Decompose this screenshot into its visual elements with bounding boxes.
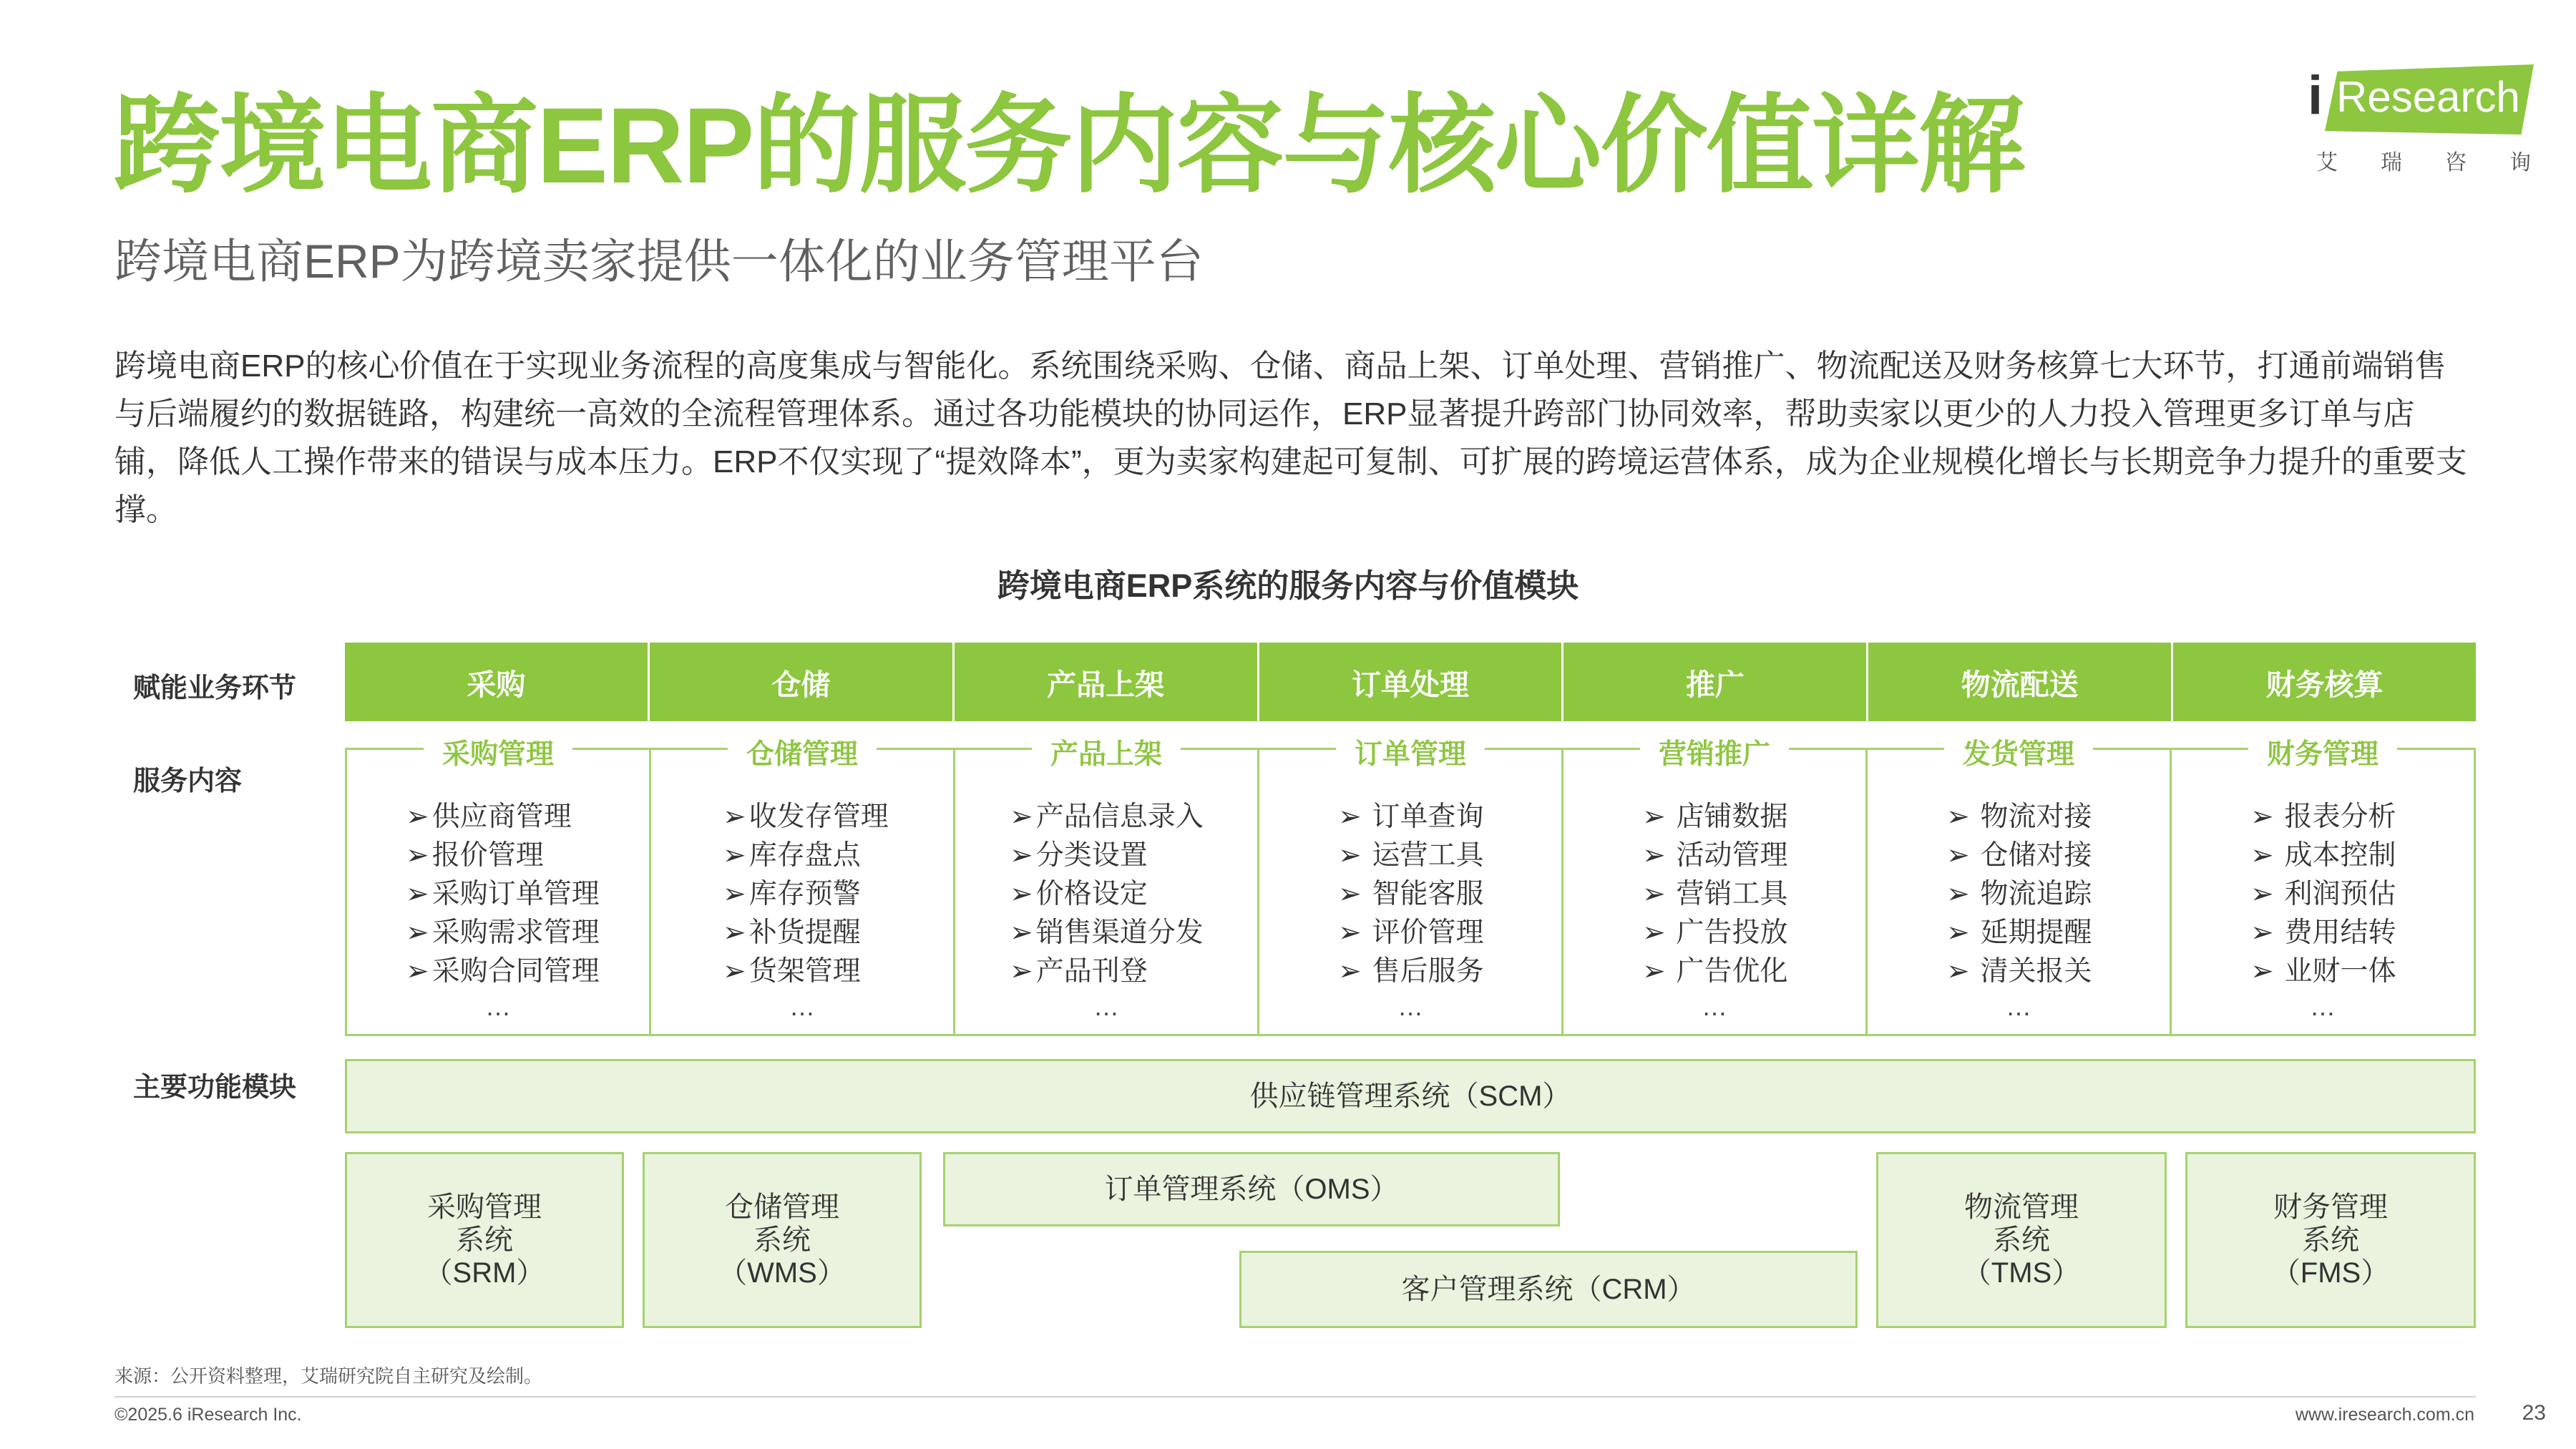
service-column-head: 订单管理 xyxy=(1336,732,1485,772)
service-column-head: 营销推广 xyxy=(1640,732,1789,772)
arrow-bullet-icon: ➢ xyxy=(1338,879,1370,909)
service-item-list xyxy=(347,798,649,991)
arrow-bullet-icon: ➢ xyxy=(1642,840,1674,871)
service-item-text: 物流对接 xyxy=(1980,801,2092,832)
module-crm: 客户管理系统（CRM） xyxy=(1239,1251,1858,1328)
logo-text: Research xyxy=(2336,73,2520,121)
service-item xyxy=(723,952,953,991)
service-item xyxy=(1946,836,2170,875)
service-item-list xyxy=(1868,798,2170,991)
arrow-bullet-icon: ➢ xyxy=(723,879,746,909)
service-item-text: 评价管理 xyxy=(1372,917,1484,948)
logo-sub-char: 瑞 xyxy=(2381,151,2402,175)
arrow-bullet-icon: ➢ xyxy=(406,956,429,987)
service-column xyxy=(2172,739,2476,1036)
service-item xyxy=(1338,952,1561,991)
arrow-bullet-icon: ➢ xyxy=(723,801,746,832)
service-item-text: 库存预警 xyxy=(748,879,861,909)
service-item xyxy=(1642,875,1865,914)
service-item xyxy=(406,914,649,952)
service-column xyxy=(955,739,1259,1036)
service-item-text: 产品信息录入 xyxy=(1035,801,1204,832)
arrow-bullet-icon: ➢ xyxy=(406,879,429,909)
copyright: ©2025.6 iResearch Inc. xyxy=(114,1405,302,1425)
arrow-bullet-icon: ➢ xyxy=(406,801,429,832)
service-item-text: 成本控制 xyxy=(2284,840,2396,871)
arrow-bullet-icon: ➢ xyxy=(1338,917,1370,948)
service-item xyxy=(1010,798,1257,836)
service-item-list xyxy=(651,798,953,991)
arrow-bullet-icon: ➢ xyxy=(2250,801,2282,832)
service-more-ellipsis: … xyxy=(789,992,815,1021)
stage-cell: 产品上架 xyxy=(955,643,1259,721)
service-item xyxy=(1642,914,1865,952)
service-item-text: 供应商管理 xyxy=(431,801,572,832)
stage-cell: 采购 xyxy=(345,643,650,721)
arrow-bullet-icon: ➢ xyxy=(1010,840,1033,871)
service-item-list xyxy=(1563,798,1865,991)
service-more-ellipsis: … xyxy=(2310,992,2336,1021)
stage-cell: 推广 xyxy=(1563,643,1868,721)
module-fms xyxy=(2185,1152,2476,1328)
arrow-bullet-icon: ➢ xyxy=(1642,801,1674,832)
page-number: 23 xyxy=(2522,1401,2546,1425)
module-srm xyxy=(345,1152,624,1328)
arrow-bullet-icon: ➢ xyxy=(1946,879,1978,909)
service-column xyxy=(651,739,955,1036)
module-tms xyxy=(1876,1152,2167,1328)
service-item xyxy=(406,836,649,875)
logo-subtitle xyxy=(2316,145,2531,176)
row-label-stages: 赋能业务环节 xyxy=(133,673,297,703)
row-label-modules: 主要功能模块 xyxy=(133,1073,297,1103)
service-item xyxy=(406,798,649,836)
footer-divider xyxy=(114,1396,2476,1397)
service-item-text: 销售渠道分发 xyxy=(1035,917,1204,948)
stage-cell: 订单处理 xyxy=(1259,643,1564,721)
service-item-text: 采购订单管理 xyxy=(431,879,600,909)
service-item xyxy=(2250,952,2474,991)
arrow-bullet-icon: ➢ xyxy=(1338,956,1370,987)
diagram-title: 跨境电商ERP系统的服务内容与价值模块 xyxy=(997,567,1579,604)
service-item-text: 库存盘点 xyxy=(748,840,861,871)
body-paragraph: 跨境电商ERP的核心价值在于实现业务流程的高度集成与智能化。系统围绕采购、仓储、商品上架、订单处理、营销推广、物流配送及财务核算七大环节，打通前端销售与后端履约的数据链路，构建统一高效的全流程管理体系。通过各功能模块的协同运作，ERP显著提升跨部门协同效率，帮助卖家以更少的人力投入管理更多订单与店铺，降低人工操作带来的错误与成本压力。ERP不仅实现了“提效降本”，更为卖家构建起可复制、可扩展的跨境运营体系，成为企业规模化增长与长期竞争力提升的重要支撑。 xyxy=(114,348,2467,527)
module-oms: 订单管理系统（OMS） xyxy=(943,1152,1560,1226)
service-item-text: 货架管理 xyxy=(748,956,861,987)
arrow-bullet-icon: ➢ xyxy=(723,917,746,948)
service-more-ellipsis: … xyxy=(485,992,511,1021)
arrow-bullet-icon: ➢ xyxy=(1946,917,1978,948)
service-item xyxy=(406,875,649,914)
service-item-text: 产品刊登 xyxy=(1035,956,1148,987)
website-link: www.iresearch.com.cn xyxy=(2295,1405,2474,1425)
service-item xyxy=(2250,798,2474,836)
module-wms-line3: （WMS） xyxy=(718,1257,846,1289)
stage-cell: 财务核算 xyxy=(2265,668,2384,701)
arrow-bullet-icon: ➢ xyxy=(1010,917,1033,948)
service-item-text: 运营工具 xyxy=(1372,840,1484,871)
arrow-bullet-icon: ➢ xyxy=(406,840,429,871)
logo-sub-char: 询 xyxy=(2509,151,2531,175)
logo-sub-char: 咨 xyxy=(2445,151,2467,175)
service-item xyxy=(723,798,953,836)
service-item-text: 报价管理 xyxy=(431,840,544,871)
service-item xyxy=(406,952,649,991)
service-item-text: 收发存管理 xyxy=(748,801,889,832)
row-label-services: 服务内容 xyxy=(133,766,243,796)
arrow-bullet-icon: ➢ xyxy=(2250,956,2282,987)
service-more-ellipsis: … xyxy=(1702,992,1727,1021)
module-tms-line1: 物流管理 xyxy=(1964,1191,2079,1223)
module-wms-line2: 系统 xyxy=(753,1224,811,1256)
arrow-bullet-icon: ➢ xyxy=(2250,840,2282,871)
service-item-text: 活动管理 xyxy=(1676,840,1788,871)
service-item-text: 利润预估 xyxy=(2284,879,2396,909)
service-column-head: 产品上架 xyxy=(1032,732,1181,772)
service-item-text: 清关报关 xyxy=(1980,956,2092,987)
service-item xyxy=(1642,798,1865,836)
service-item xyxy=(1642,836,1865,875)
service-item-text: 仓储对接 xyxy=(1980,840,2092,871)
source-note: 来源：公开资料整理，艾瑞研究院自主研究及绘制。 xyxy=(114,1365,543,1387)
module-tms-line3: （TMS） xyxy=(1962,1257,2081,1289)
module-srm-line1: 采购管理 xyxy=(426,1191,542,1223)
arrow-bullet-icon: ➢ xyxy=(1338,840,1370,871)
service-item-text: 广告投放 xyxy=(1676,917,1788,948)
service-item-text: 广告优化 xyxy=(1676,956,1788,987)
service-item xyxy=(1010,875,1257,914)
arrow-bullet-icon: ➢ xyxy=(1010,956,1033,987)
service-item xyxy=(2250,914,2474,952)
service-column-head: 财务管理 xyxy=(2248,732,2397,772)
arrow-bullet-icon: ➢ xyxy=(2250,879,2282,909)
iresearch-logo xyxy=(2308,64,2537,175)
stage-bar xyxy=(345,643,2476,721)
service-item-text: 延期提醒 xyxy=(1980,917,2092,948)
service-column xyxy=(1563,739,1868,1036)
service-item xyxy=(1010,836,1257,875)
page-subtitle: 跨境电商ERP为跨境卖家提供一体化的业务管理平台 xyxy=(114,235,1204,288)
service-item xyxy=(1946,798,2170,836)
service-column xyxy=(345,739,651,1036)
service-item-text: 营销工具 xyxy=(1676,879,1788,909)
arrow-bullet-icon: ➢ xyxy=(1010,801,1033,832)
service-item-text: 智能客服 xyxy=(1372,879,1484,909)
arrow-bullet-icon: ➢ xyxy=(406,917,429,948)
service-column xyxy=(1259,739,1563,1036)
module-fms-line3: （FMS） xyxy=(2271,1257,2390,1289)
service-item xyxy=(1338,875,1561,914)
module-wms-line1: 仓储管理 xyxy=(724,1191,839,1223)
service-item-text: 店铺数据 xyxy=(1676,801,1788,832)
arrow-bullet-icon: ➢ xyxy=(1338,801,1370,832)
service-item-text: 价格设定 xyxy=(1035,879,1148,909)
service-item-text: 采购需求管理 xyxy=(431,917,600,948)
service-item xyxy=(723,875,953,914)
service-item xyxy=(723,914,953,952)
service-item-text: 业财一体 xyxy=(2284,956,2396,987)
service-item-list xyxy=(2172,798,2474,991)
service-item xyxy=(1946,914,2170,952)
service-item xyxy=(1010,914,1257,952)
module-scm: 供应链管理系统（SCM） xyxy=(345,1059,2476,1133)
service-item xyxy=(1338,914,1561,952)
arrow-bullet-icon: ➢ xyxy=(723,956,746,987)
arrow-bullet-icon: ➢ xyxy=(1946,840,1978,871)
service-item-text: 费用结转 xyxy=(2284,917,2396,948)
service-item xyxy=(723,836,953,875)
service-item xyxy=(1010,952,1257,991)
service-column-head: 采购管理 xyxy=(424,732,572,772)
service-item-list xyxy=(1259,798,1561,991)
logo-sub-char: 艾 xyxy=(2316,151,2338,175)
module-fms-line2: 系统 xyxy=(2302,1224,2359,1256)
service-content-row xyxy=(345,739,2476,1036)
module-fms-line1: 财务管理 xyxy=(2273,1191,2388,1223)
arrow-bullet-icon: ➢ xyxy=(1946,801,1978,832)
service-item-list xyxy=(955,798,1257,991)
service-column-head: 发货管理 xyxy=(1944,732,2093,772)
service-more-ellipsis: … xyxy=(1093,992,1119,1021)
module-wms xyxy=(643,1152,922,1328)
service-column-head: 仓储管理 xyxy=(728,732,877,772)
service-item-text: 订单查询 xyxy=(1372,801,1484,832)
arrow-bullet-icon: ➢ xyxy=(723,840,746,871)
service-item xyxy=(1946,875,2170,914)
module-srm-line2: 系统 xyxy=(455,1224,513,1256)
arrow-bullet-icon: ➢ xyxy=(1946,956,1978,987)
module-tms-line2: 系统 xyxy=(1993,1224,2050,1256)
service-item xyxy=(1946,952,2170,991)
service-more-ellipsis: … xyxy=(2006,992,2031,1021)
logo-i: i xyxy=(2308,65,2323,126)
service-column xyxy=(1868,739,2172,1036)
service-more-ellipsis: … xyxy=(1397,992,1423,1021)
service-item xyxy=(1642,952,1865,991)
service-item xyxy=(2250,875,2474,914)
service-item-text: 报表分析 xyxy=(2284,801,2396,832)
module-srm-line3: （SRM） xyxy=(424,1257,545,1289)
service-item-text: 售后服务 xyxy=(1372,956,1484,987)
page-title: 跨境电商ERP的服务内容与核心价值详解 xyxy=(113,85,2024,205)
service-item-text: 采购合同管理 xyxy=(431,956,600,987)
arrow-bullet-icon: ➢ xyxy=(1010,879,1033,909)
service-item xyxy=(1338,836,1561,875)
service-item-text: 分类设置 xyxy=(1035,840,1148,871)
stage-cell: 仓储 xyxy=(650,643,955,721)
service-item-text: 补货提醒 xyxy=(748,917,861,948)
arrow-bullet-icon: ➢ xyxy=(1642,879,1674,909)
arrow-bullet-icon: ➢ xyxy=(1642,917,1674,948)
arrow-bullet-icon: ➢ xyxy=(1642,956,1674,987)
stage-cell: 物流配送 xyxy=(1868,643,2173,721)
service-item-text: 物流追踪 xyxy=(1980,879,2092,909)
arrow-bullet-icon: ➢ xyxy=(2250,917,2282,948)
service-item xyxy=(2250,836,2474,875)
service-item xyxy=(1338,798,1561,836)
